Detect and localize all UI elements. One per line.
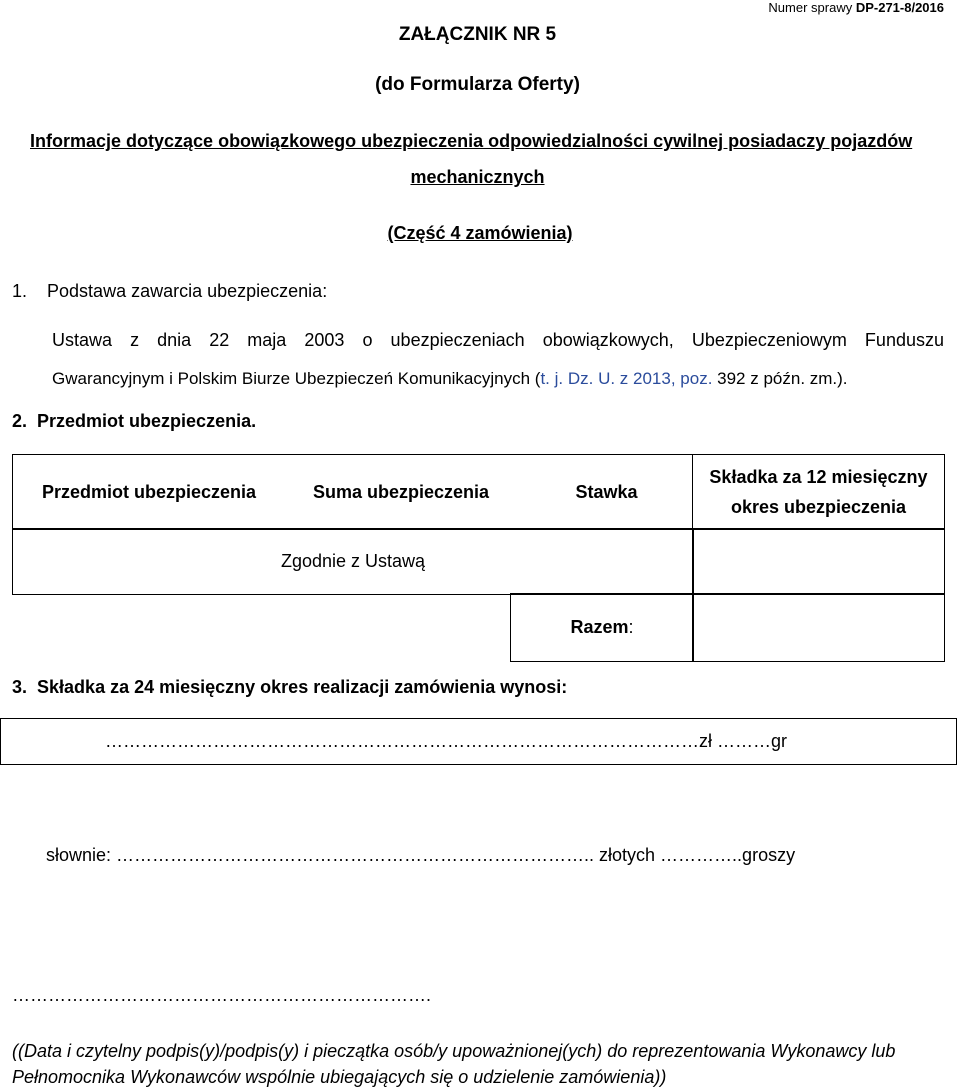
- amount-box[interactable]: [0, 718, 957, 765]
- case-number-value: DP-271-8/2016: [855, 0, 944, 15]
- section-2-heading: [12, 411, 256, 432]
- header-rate: Stawka: [575, 481, 638, 502]
- header-sum: Suma ubezpieczenia: [312, 481, 490, 502]
- row-law: Zgodnie z Ustawą: [12, 528, 694, 595]
- section-1-title: Podstawa zawarcia ubezpieczenia:: [47, 281, 328, 301]
- law-citation-end: 392 z późn. zm.).: [712, 369, 848, 388]
- amount-line: ………………………………………………………………………………………zł ………gr: [105, 731, 788, 751]
- section-1-text-line-1: Ustawa z dnia 22 maja 2003 o ubezpieczeniach obowiązkowych, Ubezpieczeniowym Funduszu: [52, 330, 944, 350]
- section-2-title: Przedmiot ubezpieczenia.: [37, 411, 257, 431]
- case-number-label: Numer sprawy: [768, 0, 856, 15]
- header-subject: Przedmiot ubezpieczenia: [41, 481, 257, 502]
- law-citation: t. j. Dz. U. z 2013, poz.: [540, 369, 713, 388]
- heading-line-1: Informacje dotyczące obowiązkowego ubezpieczenia odpowiedzialności cywilnej posiadaczy pojazdów: [30, 131, 913, 151]
- words-dots: …………………………………………………………………….. złotych …………..groszy: [116, 845, 796, 865]
- case-number: [768, 0, 944, 15]
- part-label: (Część 4 zamówienia): [387, 223, 573, 243]
- section-3-title: Składka za 24 miesięczny okres realizacji zamówienia wynosi:: [37, 677, 568, 697]
- amount-in-words-line: [46, 845, 795, 866]
- cell-total-value: [692, 593, 945, 662]
- section-3-heading: [12, 677, 567, 698]
- section-2-number: 2.: [12, 411, 28, 431]
- document-title: ZAŁĄCZNIK NR 5: [398, 24, 557, 45]
- total-label: [510, 593, 694, 662]
- total-colon: :: [628, 617, 634, 637]
- header-premium: Składka za 12 miesięczny okres ubezpieczenia: [692, 454, 945, 530]
- section-3-number: 3.: [12, 677, 28, 697]
- insurance-table: [12, 454, 945, 662]
- heading-line-2: mechanicznych: [410, 167, 545, 187]
- words-label: słownie:: [46, 845, 117, 865]
- law-text: Gwarancyjnym i Polskim Biurze Ubezpieczeń Komunikacyjnych (: [52, 369, 541, 388]
- signature-caption: ((Data i czytelny podpis(y)/podpis(y) i pieczątka osób/y upoważnionej(ych) do reprezentowania Wykonawcy lub Pełnomocnika Wykonawców wspólnie ubiegających się o udzielenie zamówienia)): [12, 1041, 896, 1087]
- document-subtitle: (do Formularza Oferty): [375, 74, 580, 95]
- signature-line: …………………………………………………………….: [12, 985, 432, 1005]
- section-1-text-line-2: [52, 369, 848, 389]
- total-label-text: Razem: [570, 617, 629, 637]
- section-1-number: 1.: [12, 281, 28, 301]
- cell-premium-value: [692, 528, 945, 595]
- section-1-heading: [12, 281, 327, 302]
